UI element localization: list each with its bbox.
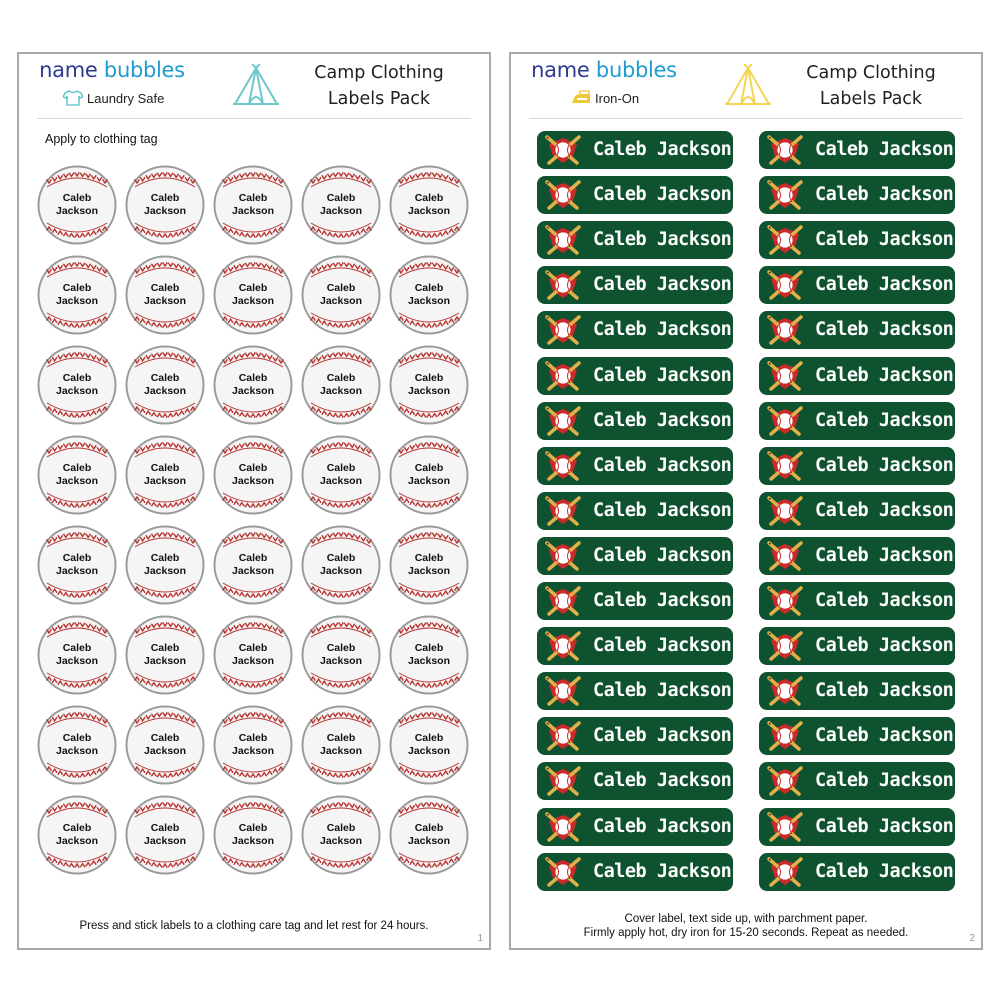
label-last-name: Jackson [231,564,275,577]
baseball-bats-icon [765,314,805,346]
label-first-name: Caleb [414,822,444,834]
baseball-label [213,705,293,785]
baseball-bats-icon [765,179,805,211]
label-first-name: Caleb [150,642,180,654]
label-last-name: Jackson [55,294,99,307]
iron-on-label [759,266,955,304]
baseball-bats-icon [765,765,805,797]
iron-on-label [537,402,733,440]
baseball-bats-icon [543,224,583,256]
baseball-bats-icon [543,495,583,527]
page-number: 1 [477,933,483,944]
baseball-bats-icon [765,720,805,752]
label-name: Caleb Jackson [815,725,954,747]
baseball-bats-icon [543,630,583,662]
label-name: Caleb Jackson [815,274,954,296]
label-last-name: Jackson [231,834,275,847]
label-name: Caleb Jackson [815,590,954,611]
label-name [301,282,381,307]
label-name: Caleb Jackson [593,499,732,521]
label-name: Caleb Jackson [815,815,954,837]
baseball-label [37,615,117,695]
label-name [213,642,293,667]
label-name: Caleb Jackson [593,725,732,747]
baseball-label [37,345,117,425]
baseball-bats-icon [543,675,583,707]
label-last-name: Jackson [407,384,451,397]
baseball-bats-icon [765,630,805,662]
iron-on-label [759,131,955,169]
label-last-name: Jackson [407,474,451,487]
baseball-label [125,705,205,785]
label-last-name: Jackson [319,204,363,217]
label-last-name: Jackson [407,564,451,577]
label-last-name: Jackson [55,384,99,397]
baseball-bats-icon [543,134,583,166]
label-first-name: Caleb [414,282,444,294]
baseball-bats-icon [765,450,805,482]
baseball-label [213,345,293,425]
label-name [213,732,293,757]
baseball-bats-icon [765,360,805,392]
label-name [213,462,293,487]
label-last-name: Jackson [143,744,187,757]
iron-on-label [759,627,955,665]
iron-on-label [537,311,733,349]
iron-on-label [537,627,733,665]
label-last-name: Jackson [319,834,363,847]
iron-on-label [537,582,733,620]
label-name: Caleb Jackson [815,635,954,657]
apply-instruction: Apply to clothing tag [45,132,158,146]
label-name [37,732,117,757]
iron-on-label [759,492,955,530]
baseball-label [37,795,117,875]
label-name [301,372,381,397]
label-name: Caleb Jackson [593,454,732,476]
label-first-name: Caleb [238,732,268,744]
label-last-name: Jackson [55,204,99,217]
label-first-name: Caleb [62,642,92,654]
label-first-name: Caleb [238,552,268,564]
iron-on-label [759,221,955,259]
label-last-name: Jackson [407,834,451,847]
brand-logo: name bubbles [531,58,677,82]
baseball-bats-icon [543,314,583,346]
baseball-bats-icon [765,675,805,707]
label-name [389,642,469,667]
baseball-bats-icon [543,269,583,301]
iron-on-label [537,762,733,800]
label-name [125,372,205,397]
label-last-name: Jackson [143,564,187,577]
label-last-name: Jackson [55,564,99,577]
label-name [213,822,293,847]
baseball-bats-icon [765,224,805,256]
label-name [213,372,293,397]
label-name [389,822,469,847]
baseball-label [389,615,469,695]
baseball-label [213,525,293,605]
baseball-bats-icon [543,585,583,617]
header-divider [37,118,471,119]
label-first-name: Caleb [62,822,92,834]
label-first-name: Caleb [238,642,268,654]
baseball-bats-icon [543,720,583,752]
iron-on-label [759,311,955,349]
label-name [301,732,381,757]
label-name [37,552,117,577]
label-name: Caleb Jackson [815,229,954,251]
baseball-bats-icon [765,405,805,437]
baseball-label [389,345,469,425]
label-name [125,552,205,577]
baseball-label [125,255,205,335]
page-number: 2 [969,933,975,944]
label-name: Caleb Jackson [815,364,954,386]
baseball-label [301,165,381,245]
label-first-name: Caleb [62,192,92,204]
baseball-label [301,525,381,605]
label-name: Caleb Jackson [815,499,954,521]
iron-on-label [759,717,955,755]
label-first-name: Caleb [150,372,180,384]
baseball-bats-icon [543,450,583,482]
label-name: Caleb Jackson [815,184,954,206]
iron-on-label [759,808,955,846]
label-first-name: Caleb [326,192,356,204]
label-name [125,642,205,667]
label-name: Caleb Jackson [593,544,732,566]
label-last-name: Jackson [55,654,99,667]
label-name: Caleb Jackson [815,454,954,476]
label-name [389,462,469,487]
label-first-name: Caleb [150,822,180,834]
label-name: Caleb Jackson [815,680,954,702]
label-last-name: Jackson [143,294,187,307]
label-name: Caleb Jackson [593,860,732,882]
baseball-bats-icon [765,585,805,617]
laundry-safe-sheet [17,52,491,950]
label-first-name: Caleb [62,732,92,744]
baseball-label [125,435,205,515]
header-divider [529,118,963,119]
baseball-label [37,165,117,245]
baseball-bats-icon [543,405,583,437]
label-last-name: Jackson [143,384,187,397]
baseball-bats-icon [543,179,583,211]
baseball-bats-icon [765,269,805,301]
baseball-label [213,795,293,875]
label-last-name: Jackson [407,204,451,217]
baseball-label [213,255,293,335]
baseball-bats-icon [765,134,805,166]
label-last-name: Jackson [319,294,363,307]
label-name: Caleb Jackson [593,364,732,386]
sheet-title: Camp Clothing Labels Pack [806,63,936,109]
label-name: Caleb Jackson [593,590,732,611]
label-first-name: Caleb [62,462,92,474]
label-first-name: Caleb [238,282,268,294]
baseball-label [125,525,205,605]
label-name: Caleb Jackson [593,184,732,206]
iron-on-label [537,357,733,395]
baseball-label [301,255,381,335]
baseball-label [125,165,205,245]
iron-icon [571,90,591,106]
label-last-name: Jackson [231,384,275,397]
label-name: Caleb Jackson [815,319,954,341]
iron-on-label [537,808,733,846]
iron-on-label [537,717,733,755]
label-first-name: Caleb [62,372,92,384]
label-last-name: Jackson [55,474,99,487]
label-first-name: Caleb [414,732,444,744]
label-name: Caleb Jackson [593,319,732,341]
label-first-name: Caleb [150,552,180,564]
label-first-name: Caleb [150,462,180,474]
iron-on-label [759,853,955,891]
baseball-label [389,705,469,785]
label-last-name: Jackson [231,204,275,217]
label-name: Caleb Jackson [593,274,732,296]
label-first-name: Caleb [150,192,180,204]
label-name: Caleb Jackson [815,860,954,882]
label-first-name: Caleb [326,282,356,294]
label-first-name: Caleb [414,462,444,474]
round-label-grid [37,165,477,885]
label-first-name: Caleb [326,822,356,834]
label-first-name: Caleb [414,552,444,564]
iron-on-label [537,537,733,575]
iron-on-label [537,853,733,891]
label-name [37,372,117,397]
label-name: Caleb Jackson [593,139,732,160]
baseball-label [301,435,381,515]
label-name [125,732,205,757]
iron-on-label [759,176,955,214]
iron-on-label [537,447,733,485]
label-name: Caleb Jackson [593,409,732,431]
baseball-bats-icon [543,856,583,888]
label-last-name: Jackson [231,474,275,487]
label-last-name: Jackson [319,654,363,667]
label-last-name: Jackson [407,654,451,667]
iron-on-label [537,672,733,710]
label-last-name: Jackson [231,294,275,307]
baseball-label [389,435,469,515]
label-last-name: Jackson [55,744,99,757]
shirt-icon [63,90,83,106]
label-name [213,552,293,577]
label-first-name: Caleb [326,552,356,564]
label-first-name: Caleb [326,642,356,654]
iron-on-label [759,357,955,395]
label-last-name: Jackson [231,654,275,667]
baseball-label [125,345,205,425]
label-first-name: Caleb [62,552,92,564]
sheet-title: Camp Clothing Labels Pack [314,63,444,109]
label-name [37,462,117,487]
tent-icon [723,64,773,106]
label-name [389,192,469,217]
sheet-subtitle: Iron-On [571,90,639,106]
iron-on-label [537,221,733,259]
label-name [389,732,469,757]
label-first-name: Caleb [238,822,268,834]
tent-icon [231,64,281,106]
iron-on-label-grid [537,131,957,901]
baseball-bats-icon [765,811,805,843]
label-name [301,822,381,847]
label-last-name: Jackson [319,744,363,757]
label-name: Caleb Jackson [593,770,732,792]
iron-on-label [537,176,733,214]
label-first-name: Caleb [326,372,356,384]
label-name [301,642,381,667]
label-name [37,192,117,217]
label-first-name: Caleb [238,192,268,204]
label-name: Caleb Jackson [815,544,954,566]
label-name: Caleb Jackson [815,770,954,792]
baseball-label [389,795,469,875]
iron-on-label [537,266,733,304]
iron-on-label [759,582,955,620]
label-name [301,552,381,577]
baseball-label [213,615,293,695]
label-last-name: Jackson [407,294,451,307]
label-last-name: Jackson [407,744,451,757]
label-first-name: Caleb [150,732,180,744]
baseball-label [37,255,117,335]
baseball-label [301,795,381,875]
label-name: Caleb Jackson [593,815,732,837]
label-name [37,642,117,667]
label-name [389,282,469,307]
label-last-name: Jackson [319,384,363,397]
baseball-bats-icon [543,540,583,572]
label-first-name: Caleb [326,462,356,474]
iron-on-label [759,762,955,800]
baseball-bats-icon [765,540,805,572]
iron-on-label [537,131,733,169]
baseball-label [37,435,117,515]
label-first-name: Caleb [414,642,444,654]
baseball-label [37,525,117,605]
baseball-label [389,525,469,605]
label-first-name: Caleb [62,282,92,294]
label-name: Caleb Jackson [815,139,954,160]
label-name [213,282,293,307]
label-last-name: Jackson [55,834,99,847]
label-first-name: Caleb [238,462,268,474]
label-last-name: Jackson [143,654,187,667]
iron-on-label [759,447,955,485]
label-first-name: Caleb [414,372,444,384]
label-last-name: Jackson [231,744,275,757]
label-name [389,552,469,577]
label-name: Caleb Jackson [593,635,732,657]
label-first-name: Caleb [238,372,268,384]
label-name [37,822,117,847]
baseball-label [389,255,469,335]
label-name [125,192,205,217]
label-name [125,282,205,307]
label-name [125,822,205,847]
baseball-bats-icon [543,811,583,843]
baseball-bats-icon [765,495,805,527]
label-name [301,462,381,487]
ironing-instruction: Cover label, text side up, with parchment paper. Firmly apply hot, dry iron for 15-20 seconds. Repeat as needed. [583,913,909,939]
label-name: Caleb Jackson [593,229,732,251]
iron-on-label [759,672,955,710]
baseball-label [37,705,117,785]
label-name [125,462,205,487]
iron-on-label [759,537,955,575]
label-last-name: Jackson [143,834,187,847]
baseball-bats-icon [765,856,805,888]
label-name: Caleb Jackson [815,409,954,431]
care-instruction: Press and stick labels to a clothing care tag and let rest for 24 hours. [79,920,429,932]
baseball-label [389,165,469,245]
baseball-bats-icon [543,360,583,392]
label-last-name: Jackson [319,474,363,487]
baseball-label [213,165,293,245]
baseball-label [125,615,205,695]
label-name [37,282,117,307]
iron-on-label [537,492,733,530]
baseball-label [125,795,205,875]
label-last-name: Jackson [319,564,363,577]
baseball-bats-icon [543,765,583,797]
label-name: Caleb Jackson [593,680,732,702]
baseball-label [301,615,381,695]
sheet-subtitle: Laundry Safe [63,90,164,106]
label-last-name: Jackson [143,204,187,217]
iron-on-sheet [509,52,983,950]
label-name [301,192,381,217]
baseball-label [301,705,381,785]
label-name [213,192,293,217]
label-first-name: Caleb [150,282,180,294]
label-first-name: Caleb [326,732,356,744]
baseball-label [213,435,293,515]
brand-logo: name bubbles [39,58,185,82]
label-last-name: Jackson [143,474,187,487]
iron-on-label [759,402,955,440]
label-name [389,372,469,397]
baseball-label [301,345,381,425]
label-first-name: Caleb [414,192,444,204]
